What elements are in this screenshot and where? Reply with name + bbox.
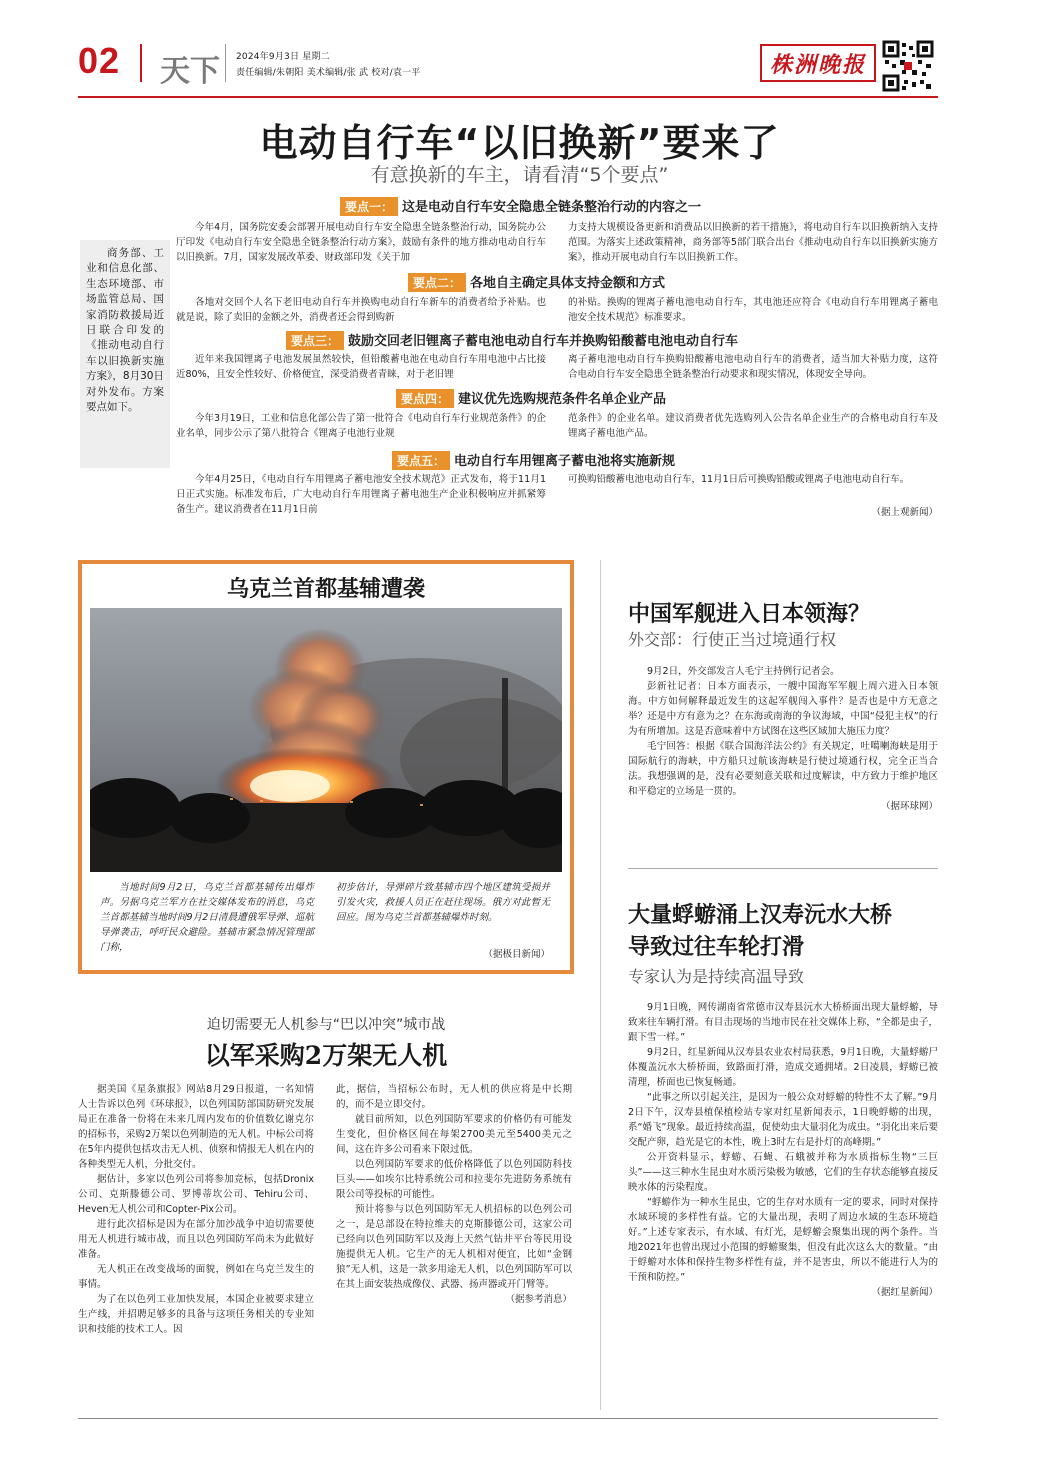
insects-para: 9月1日晚，网传湖南省常德市汉寿县沅水大桥桥面出现大量蜉蝣，导致来往车辆打滑。有目击现场的当地市民在社交媒体上称，“全都是虫子，跟下雪一样。” — [628, 1002, 938, 1043]
point-title: 建议优先选购规范条件名单企业产品 — [458, 392, 667, 407]
date-line: 2024年9月3日 星期二 — [236, 52, 330, 62]
israel-para: 据美国《星条旗报》网站8月29日报道，一名知情人士告诉以色列《环球报》，以色列国防部国防研究发展局正在准备一份将在未来几周内发布的价值数亿谢克尔的招标书，采购2万架以色列制造的无人机。中标公司将在5年内提供包括攻击无人机、侦察和情报无人机在内的各种类型无人机，分批交付。 — [78, 1084, 314, 1170]
point-body — [176, 220, 546, 265]
point-body — [568, 295, 938, 325]
point-badge: 要点三： — [286, 331, 344, 350]
point-col1: 近年来我国锂离子电池发展虽然较快，但铅酸蓄电池在电动自行车用电池中占比接近80%，且安全性较好、价格便宜，深受消费者青睐，对于老旧锂 — [176, 354, 546, 380]
warship-subtitle: 外交部：行使正当过境通行权 — [628, 630, 837, 649]
point-col2: 力支持大规模设备更新和消费品以旧换新的若干措施》，将电动自行车以旧换新纳入支持范围。为落实上述政策精神，商务部等5部门联合出台《推动电动自行车以旧换新实施方案》，推动开展电动自行车以旧换新工作。 — [568, 222, 938, 263]
israel-kicker: 迫切需要无人机参与“巴以冲突”城市战 — [206, 1017, 446, 1033]
ukraine-text-1: 当地时间9月2日，乌克兰首都基辅传出爆炸声。另据乌克兰军方在社交媒体发布的消息，乌克兰首都基辅当地时间9月2日清晨遭俄军导弹、巡航导弹袭击，呼吁民众避险。基辅市紧急情况管理部门称， — [100, 882, 314, 953]
insects-para: 9月2日，红星新闻从汉寿县农业农村局获悉，9月1日晚，大量蜉蝣尸体覆盖沅水大桥桥面，致路面打滑，造成交通拥堵。2日凌晨，蜉蝣已被清理，桥面也已恢复畅通。 — [628, 1047, 938, 1088]
page-number: 02 — [78, 40, 121, 81]
point-heading — [340, 196, 701, 216]
newspaper-logo — [760, 44, 876, 82]
point-col2: 范条件》的企业名单。建议消费者优先选购列入公告名单企业生产的合格电动自行车及锂离子蓄电池产品。 — [568, 413, 938, 439]
israel-para: 进行此次招标是因为在部分加沙战争中迫切需要使用无人机进行城市战，而且以色列国防军尚未为此做好准备。 — [78, 1219, 314, 1260]
point-badge: 要点五： — [392, 451, 450, 470]
warship-source: （据环球网） — [880, 801, 938, 812]
israel-para: 为了在以色列工业加快发展，本国企业被要求建立生产线，并招聘足够多的具备与这项任务相关的专业知识和技能的技术工人。因 — [78, 1294, 314, 1335]
insects-body — [628, 1000, 938, 1300]
point-title: 电动自行车用锂离子蓄电池将实施新规 — [454, 454, 676, 469]
warship-para: 9月2日，外交部发言人毛宁主持例行记者会。 — [647, 666, 840, 677]
lead-sidebar — [80, 240, 170, 468]
point-col2: 离子蓄电池电动自行车换购铅酸蓄电池电动自行车的消费者，适当加大补贴力度，这符合电动自行车安全隐患全链条整治行动要求和现实情况，体现安全导向。 — [568, 354, 938, 380]
point-col1: 今年4月，国务院安委会部署开展电动自行车安全隐患全链条整治行动，国务院办公厅印发《电动自行车安全隐患全链条整治行动方案》，鼓励有条件的地方推动电动自行车以旧换新。7月，国家发展改革委、财政部印发《关于加 — [176, 222, 546, 263]
israel-para: 预计将参与以色列国防军无人机招标的以色列公司之一，是总部设在特拉维夫的克斯滕德公司，这家公司已经向以色列国防军以及海上天然气钻井平台等民用设施提供无人机。它生产的无人机相对便宜，比如“金钢狼”无人机，这是一款多用途无人机，以色列国防军可以在其上面安装热成像仪、武器、扬声器或开门臂等。 — [336, 1204, 572, 1290]
qr-code-icon — [882, 40, 934, 92]
insects-source: （据红星新闻） — [871, 1287, 938, 1298]
lead-title: 电动自行车“以旧换新”要来了 — [259, 121, 780, 165]
point-body — [568, 220, 938, 265]
israel-para: 以色列国防军要求的低价格降低了以色列国防科技巨头——如埃尔比特系统公司和拉斐尔先进防务系统有限公司等投标的可能性。 — [336, 1159, 572, 1200]
point-col1: 今年3月19日，工业和信息化部公告了第一批符合《电动自行车行业规范条件》的企业名单，同步公示了第八批符合《锂离子电池行业规 — [176, 413, 546, 439]
point-body — [176, 352, 546, 382]
ukraine-col2 — [336, 880, 550, 925]
section-name: 天下 — [160, 54, 220, 89]
masthead-divider-2 — [225, 44, 226, 82]
point-heading — [408, 272, 665, 292]
point-col2: 可换购铅酸蓄电池电动自行车，11月1日后可换购铅酸或锂离子电池电动自行车。 — [568, 474, 910, 485]
insects-title-1: 大量蜉蝣涌上汉寿沅水大桥 — [628, 902, 893, 928]
israel-source: （据参考消息） — [505, 1294, 572, 1305]
point-title: 鼓励交回老旧锂离子蓄电池电动自行车并换购铅酸蓄电池电动自行车 — [348, 334, 739, 349]
insects-subtitle: 专家认为是持续高温导致 — [628, 967, 805, 986]
israel-col2 — [336, 1082, 572, 1307]
lead-sidebar-text: 商务部、工业和信息化部、生态环境部、市场监管总局、国家消防救援局近日联合印发的《推动电动自行车以旧换新实施方案》，8月30日对外发布。方案要点如下。 — [86, 247, 164, 414]
israel-col1 — [78, 1082, 314, 1337]
point-col2: 的补贴。换购的锂离子蓄电池电动自行车，其电池还应符合《电动自行车用锂离子蓄电池安全技术规范》标准要求。 — [568, 297, 938, 323]
ukraine-source: （据极目新闻） — [483, 949, 550, 960]
insects-para: “蜉蝣作为一种水生昆虫，它的生存对水质有一定的要求，同时对保持水域环境的多样性有益。它的大量出现，表明了周边水域的生态环境趋好。”上述专家表示，有水域、有灯光，是蜉蝣会聚集出现的两个条件。当地2021年也曾出现过小范围的蜉蝣聚集，但没有此次这么大的数量。“由于蜉蝣对水体和保持生物多样性有益，并不是害虫，所以不能进行人为的干预和防控。” — [628, 1197, 938, 1283]
column-rule — [600, 560, 601, 1410]
masthead-rule — [78, 96, 938, 98]
insects-title-2: 导致过往车轮打滑 — [628, 934, 805, 960]
point-body — [568, 352, 938, 382]
israel-para: 此，据信，当招标公布时，无人机的供应将是中长期的，而不是立即交付。 — [336, 1084, 572, 1110]
point-body — [568, 472, 938, 487]
israel-para: 无人机正在改变战场的面貌，例如在乌克兰发生的事情。 — [78, 1264, 314, 1290]
masthead-divider — [140, 44, 142, 82]
insects-para: “此事之所以引起关注，是因为一般公众对蜉蝣的特性不太了解。”9月2日下午，汉寿县植保植检站专家对红星新闻表示，1日晚蜉蝣的出现，系“婚飞”现象。最近持续高温，促使幼虫大量羽化为成虫。“羽化出来后要交配产卵，趋光是它的本性，晚上3时左右是扑灯的高峰期。” — [628, 1092, 938, 1148]
point-title: 这是电动自行车安全隐患全链条整治行动的内容之一 — [402, 200, 702, 215]
insects-para: 公开资料显示，蜉蝣、石蝇、石蛾被并称为水质指标生物“三巨头”——这三种水生昆虫对水质污染极为敏感，它们的生存状态能够直接反映水体的污染程度。 — [628, 1152, 938, 1193]
lead-source: （据上观新闻） — [871, 507, 938, 518]
point-body — [568, 411, 938, 441]
point-heading — [392, 450, 675, 470]
warship-title: 中国军舰进入日本领海？ — [628, 601, 871, 627]
point-body — [176, 472, 546, 517]
israel-title: 以军采购2万架无人机 — [204, 1041, 448, 1070]
ukraine-text-2: 初步估计，导弹碎片致基辅市四个地区建筑受损并引发火灾，救援人员正在赶往现场。俄方对此暂无回应。图为乌克兰首都基辅爆炸时刻。 — [336, 882, 550, 923]
footer-rule — [78, 1418, 938, 1419]
point-heading — [286, 330, 738, 350]
ukraine-col1 — [100, 880, 314, 955]
explosion-photo — [90, 608, 562, 872]
israel-para: 就目前所知，以色列国防军要求的价格仍有可能发生变化，但价格区间在每架2700美元至5400美元之间，这在许多公司看来下限过低。 — [336, 1114, 572, 1155]
warship-body — [628, 664, 938, 814]
point-heading — [396, 388, 666, 408]
point-badge: 要点二： — [408, 273, 466, 292]
point-body — [176, 411, 546, 441]
editors-line: 责任编辑/朱朝阳 美术编辑/张 武 校对/袁一平 — [236, 68, 421, 78]
point-badge: 要点四： — [396, 389, 454, 408]
point-col1: 各地对交回个人名下老旧电动自行车并换购电动自行车新车的消费者给予补贴。也就是说，除了卖旧的金额之外，消费者还会得到购新 — [176, 297, 546, 323]
israel-para: 据估计，多家以色列公司将参加竞标，包括Dronix公司、克斯滕德公司、罗博蒂坎公司、Tehiru公司、Heven无人机公司和Copter-Pix公司。 — [78, 1174, 314, 1215]
point-body — [176, 295, 546, 325]
warship-para: 彭新社记者：日本方面表示，一艘中国海军军舰上周六进入日本领海。中方如何解释最近发生的这起军舰闯入事件？是否也是中方无意之举？还是中方有意为之？在东海或南海的争议海域，中国“侵犯主权”的行为有所增加。这是否意味着中方试图在这些区域加大施压力度？ — [628, 681, 938, 737]
ukraine-title: 乌克兰首都基辅遭袭 — [226, 576, 425, 602]
point-col1: 今年4月25日，《电动自行车用锂离子蓄电池安全技术规范》正式发布，将于11月1日正式实施。标准发布后，广大电动自行车用锂离子蓄电池生产企业积极响应并抓紧筹备生产。建议消费者在11月1日前 — [176, 474, 546, 515]
point-badge: 要点一： — [340, 197, 398, 216]
warship-para: 毛宁回答：根据《联合国海洋法公约》有关规定，吐噶喇海峡是用于国际航行的海峡，中方船只过航该海峡是行使过境通行权，完全正当合法。我想强调的是，没有必要刻意关联和过度解读，中方致力于维护地区和平稳定的立场是一贯的。 — [628, 741, 938, 797]
section-rule — [628, 868, 938, 869]
paper-name: 株洲晚报 — [769, 51, 866, 78]
lead-subtitle: 有意换新的车主，请看清“5个要点” — [370, 164, 669, 186]
point-title: 各地自主确定具体支持金额和方式 — [470, 276, 666, 291]
